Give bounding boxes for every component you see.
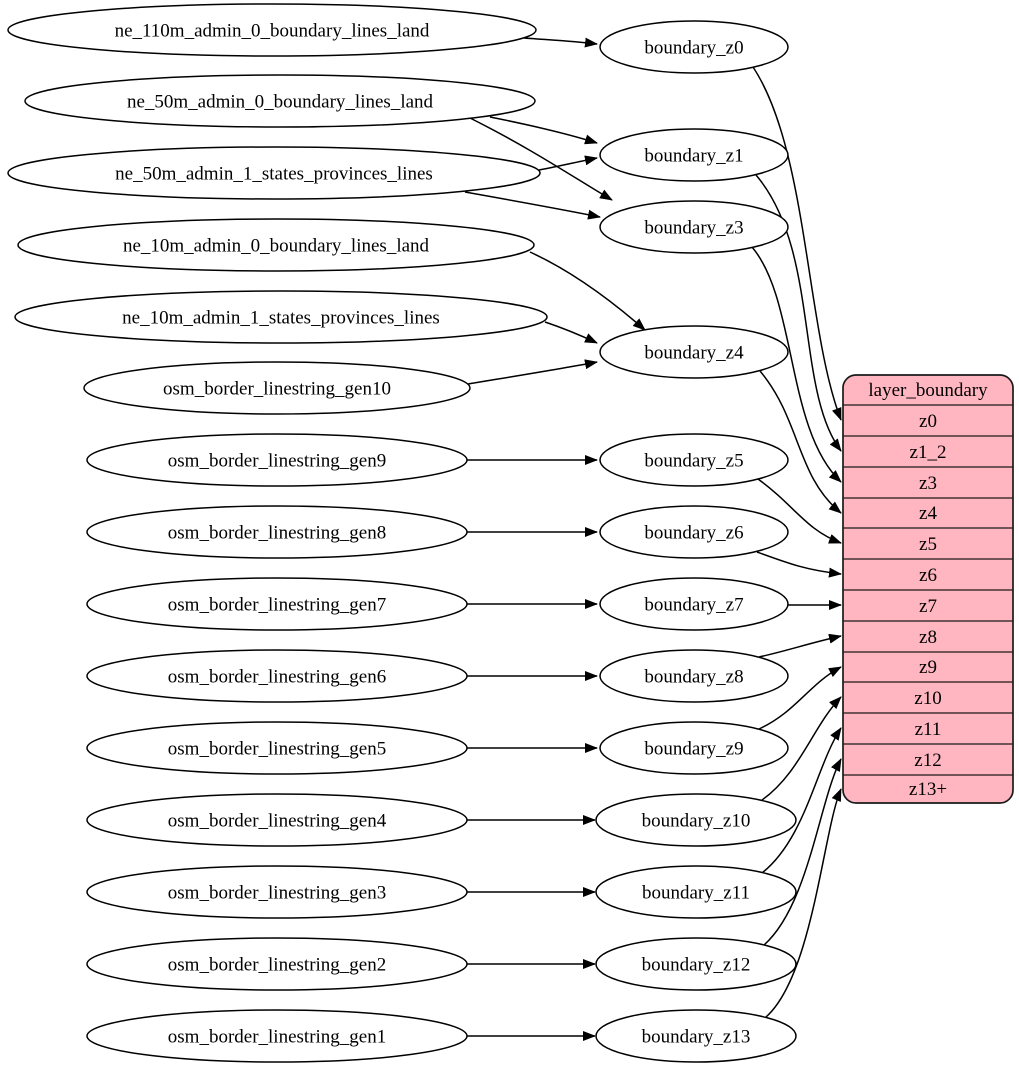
source-node-osm-border-linestring-gen3	[87, 866, 467, 918]
edge-boundary-z4-to-row-z4	[760, 371, 841, 513]
node-label: osm_border_linestring_gen7	[167, 594, 387, 616]
node-label: boundary_z10	[641, 810, 751, 832]
node-label: osm_border_linestring_gen6	[167, 666, 387, 688]
node-label: osm_border_linestring_gen3	[167, 882, 387, 904]
edge-ne-50m-admin-1-to-boundary-z1	[539, 158, 597, 170]
source-node-osm-border-linestring-gen2	[87, 938, 467, 990]
node-label: ne_50m_admin_0_boundary_lines_land	[126, 91, 434, 113]
source-node-ne-110m-admin-0-boundary-lines-land	[8, 4, 536, 56]
node-label: osm_border_linestring_gen10	[163, 378, 391, 400]
transform-node-boundary-z11	[596, 866, 796, 918]
transform-node-boundary-z7	[600, 578, 788, 630]
source-node-ne-10m-admin-0-boundary-lines-land	[18, 219, 534, 271]
node-label: boundary_z12	[641, 954, 751, 976]
transform-node-boundary-z1	[600, 129, 788, 181]
node-label: boundary_z9	[644, 738, 744, 760]
node-label: ne_10m_admin_0_boundary_lines_land	[122, 235, 430, 257]
node-label: boundary_z11	[642, 882, 750, 904]
transform-node-boundary-z4	[600, 326, 788, 378]
edge-ne-50m-admin-1-to-boundary-z3	[465, 192, 600, 217]
table-title: layer_boundary	[868, 380, 988, 401]
node-label: boundary_z5	[644, 450, 744, 472]
edge-ne-10m-admin-1-to-boundary-z4	[545, 322, 597, 343]
node-label: ne_10m_admin_1_states_provinces_lines	[122, 307, 440, 329]
source-node-ne-50m-admin-0-boundary-lines-land	[25, 75, 535, 127]
node-label: boundary_z7	[644, 594, 744, 616]
table-row-z12: z12	[914, 750, 942, 771]
table-row-z10: z10	[914, 688, 942, 709]
node-label: boundary_z13	[641, 1026, 751, 1048]
node-label: boundary_z6	[644, 522, 744, 544]
source-node-osm-border-linestring-gen6	[87, 650, 467, 702]
source-node-osm-border-linestring-gen7	[87, 578, 467, 630]
node-label: osm_border_linestring_gen2	[167, 954, 387, 976]
edge-boundary-z12-to-row-z12	[764, 759, 841, 945]
table-row-z11: z11	[914, 719, 942, 740]
edge-gen10-to-boundary-z4	[468, 362, 597, 384]
node-label: osm_border_linestring_gen4	[167, 810, 387, 832]
transform-node-boundary-z0	[600, 21, 788, 73]
node-label: ne_50m_admin_1_states_provinces_lines	[115, 163, 433, 185]
transform-node-boundary-z5	[600, 434, 788, 486]
transform-node-boundary-z9	[600, 722, 788, 774]
source-node-ne-50m-admin-1-states-provinces-lines	[8, 147, 540, 199]
node-label: boundary_z0	[644, 37, 744, 59]
node-label: osm_border_linestring_gen9	[167, 450, 387, 472]
table-row-z9: z9	[919, 657, 937, 678]
edge-ne-50m-admin-0-to-boundary-z1	[490, 117, 597, 143]
table-row-z5: z5	[919, 534, 937, 555]
source-node-osm-border-linestring-gen5	[87, 722, 467, 774]
edge-boundary-z8-to-row-z8	[759, 636, 841, 657]
transform-node-boundary-z10	[596, 794, 796, 846]
transform-node-boundary-z13	[596, 1010, 796, 1062]
node-label: boundary_z4	[644, 342, 744, 364]
table-row-z3: z3	[919, 473, 937, 494]
transform-node-boundary-z8	[600, 650, 788, 702]
table-row-z8: z8	[919, 627, 937, 648]
table-row-z13plus: z13+	[908, 779, 948, 800]
source-node-osm-border-linestring-gen4	[87, 794, 467, 846]
edge-boundary-z6-to-row-z6	[757, 552, 841, 574]
node-label: ne_110m_admin_0_boundary_lines_land	[114, 20, 430, 42]
layer-boundary-table	[843, 375, 1013, 803]
node-label: osm_border_linestring_gen5	[167, 738, 387, 760]
table-row-z1-2: z1_2	[909, 442, 947, 463]
source-node-osm-border-linestring-gen1	[87, 1010, 467, 1062]
table-row-z7: z7	[919, 596, 937, 617]
source-node-osm-border-linestring-gen8	[87, 506, 467, 558]
node-label: boundary_z8	[644, 666, 744, 688]
transform-node-boundary-z12	[596, 938, 796, 990]
transform-node-boundary-z6	[600, 506, 788, 558]
node-label: osm_border_linestring_gen1	[167, 1026, 387, 1048]
node-label: boundary_z1	[644, 145, 744, 167]
table-row-z4: z4	[919, 503, 937, 524]
transform-node-boundary-z3	[600, 201, 788, 253]
table-row-z0: z0	[919, 411, 937, 432]
node-label: osm_border_linestring_gen8	[167, 522, 387, 544]
source-node-osm-border-linestring-gen9	[87, 434, 467, 486]
node-label: boundary_z3	[644, 217, 744, 239]
edge-ne-110m-admin-0-to-boundary-z0	[524, 38, 597, 44]
table-row-z6: z6	[919, 565, 937, 586]
source-node-ne-10m-admin-1-states-provinces-lines	[15, 291, 547, 343]
source-node-osm-border-linestring-gen10	[84, 362, 470, 414]
